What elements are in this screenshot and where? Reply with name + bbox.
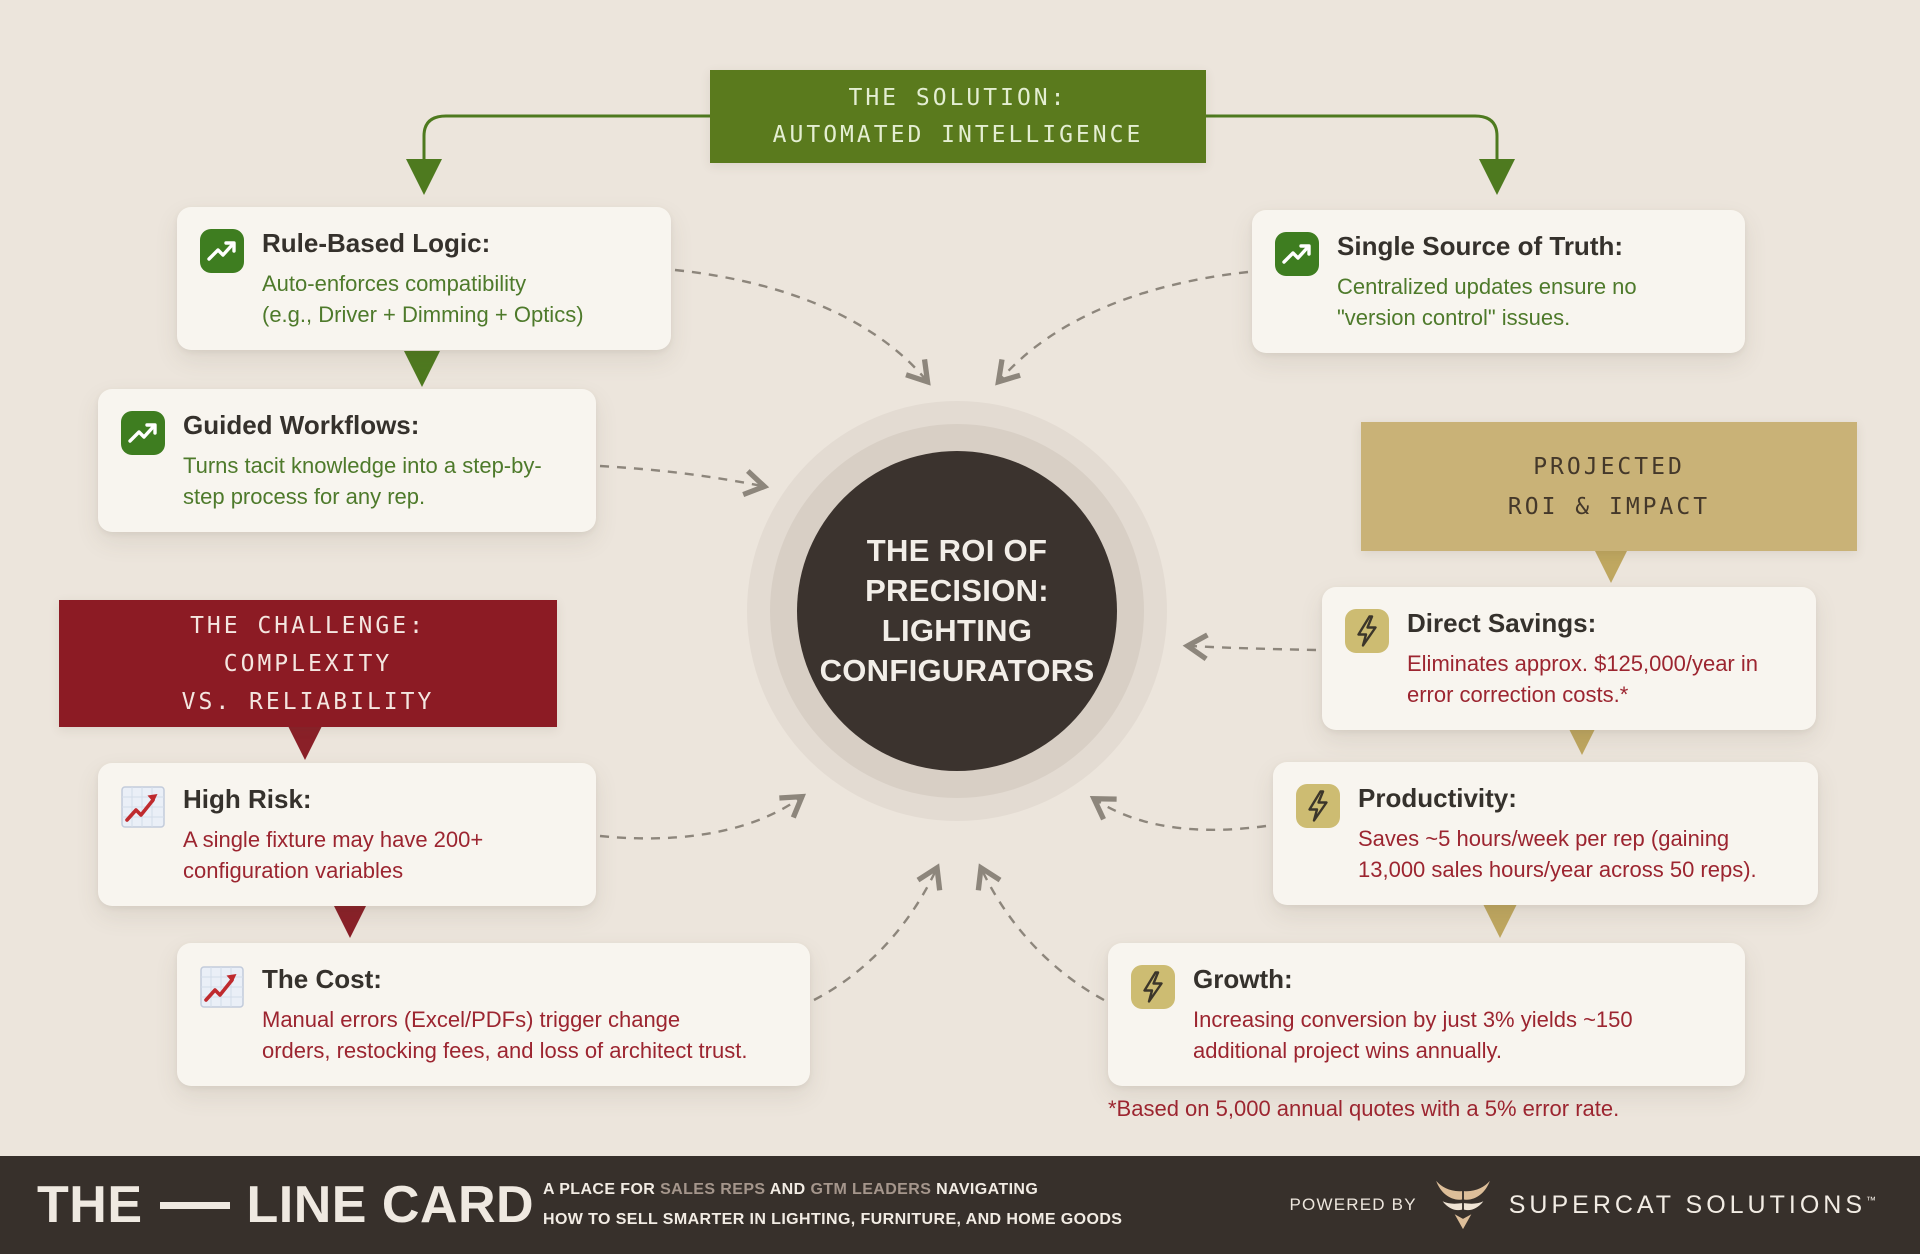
card-title: Rule-Based Logic: (262, 228, 491, 258)
card-body-line: "version control" issues. (1337, 305, 1571, 330)
trend-up-icon (120, 410, 166, 456)
direct-savings-card (1322, 587, 1816, 730)
banner-line: AUTOMATED INTELLIGENCE (772, 121, 1144, 148)
card-body-line: configuration variables (183, 858, 404, 883)
footer-tagline (543, 1175, 1122, 1235)
card-body-line: (e.g., Driver + Dimming + Optics) (262, 302, 584, 327)
tagline-text: NAVIGATING (931, 1181, 1039, 1198)
banner-line: PROJECTED (1533, 453, 1685, 480)
tagline-text: A PLACE FOR (543, 1181, 661, 1198)
card-body-line: orders, restocking fees, and loss of architect trust. (262, 1038, 748, 1063)
brand-line-card: LINE CARD (246, 1176, 535, 1234)
card-body-line: Centralized updates ensure no (1337, 274, 1637, 299)
lightning-icon (1130, 964, 1176, 1010)
rule-based-logic-card (177, 207, 671, 350)
card-body-line: A single fixture may have 200+ (183, 827, 484, 852)
brand-dash (160, 1202, 230, 1209)
productivity-card (1273, 762, 1818, 905)
trend-up-icon (1274, 231, 1320, 277)
banner-line: COMPLEXITY (223, 650, 393, 677)
card-title: Direct Savings: (1407, 608, 1597, 638)
supercat-logo-icon (1433, 1180, 1493, 1230)
powered-by-block (1290, 1180, 1877, 1230)
card-body-line: Auto-enforces compatibility (262, 271, 527, 296)
high-risk-card (98, 763, 596, 906)
tagline-line-2: HOW TO SELL SMARTER IN LIGHTING, FURNITURE, AND HOME GOODS (543, 1211, 1123, 1228)
footer (0, 1156, 1920, 1254)
roi-banner (1361, 422, 1857, 551)
card-title: Guided Workflows: (183, 410, 420, 440)
the-cost-card (177, 943, 810, 1086)
card-title: Growth: (1193, 964, 1293, 994)
supercat-solutions-label (1509, 1191, 1876, 1220)
card-body-line: Saves ~5 hours/week per rep (gaining (1358, 826, 1730, 851)
card-title: Productivity: (1358, 783, 1517, 813)
the-line-card-logo (37, 1175, 534, 1235)
supercat-text: SUPERCAT SOLUTIONS (1508, 1190, 1866, 1219)
banner-line: VS. RELIABILITY (181, 688, 435, 715)
brand-the: THE (37, 1176, 143, 1234)
lightning-icon (1295, 783, 1341, 829)
hub-line: THE ROI OF (866, 533, 1048, 568)
card-title: High Risk: (183, 784, 312, 814)
solution-banner (710, 70, 1206, 163)
growth-card (1108, 943, 1745, 1086)
lightning-icon (1344, 608, 1390, 654)
card-title: Single Source of Truth: (1337, 231, 1624, 261)
card-body-line: Eliminates approx. $125,000/year in (1407, 651, 1758, 676)
hub-line: PRECISION: (865, 573, 1049, 608)
banner-line: THE CHALLENGE: (190, 612, 426, 639)
footnote: *Based on 5,000 annual quotes with a 5% error rate. (1108, 1096, 1620, 1121)
card-body-line: Turns tacit knowledge into a step-by- (183, 453, 542, 478)
single-source-of-truth-card (1252, 210, 1745, 353)
tagline-gtm-leaders: GTM LEADERS (810, 1181, 932, 1198)
guided-workflows-card (98, 389, 596, 532)
card-body-line: error correction costs.* (1407, 682, 1629, 707)
card-body-line: Increasing conversion by just 3% yields ~150 (1193, 1007, 1633, 1032)
hub-line: LIGHTING (881, 613, 1033, 648)
chart-increasing-icon (199, 964, 245, 1010)
card-body-line: step process for any rep. (183, 484, 426, 509)
card-body-line: 13,000 sales hours/year across 50 reps). (1358, 857, 1757, 882)
hub-line: CONFIGURATORS (819, 653, 1095, 688)
tagline-text: AND (765, 1181, 811, 1198)
banner-line: THE SOLUTION: (848, 84, 1068, 111)
card-body-line: additional project wins annually. (1193, 1038, 1502, 1063)
challenge-banner (59, 600, 557, 727)
card-title: The Cost: (262, 964, 382, 994)
powered-by-label: POWERED BY (1289, 1195, 1417, 1214)
trademark-symbol: ™ (1866, 1195, 1876, 1207)
tagline-sales-reps: SALES REPS (660, 1181, 766, 1198)
tagline-line-1 (543, 1175, 1122, 1205)
trend-up-icon (199, 228, 245, 274)
chart-increasing-icon (120, 784, 166, 830)
card-body-line: Manual errors (Excel/PDFs) trigger change (262, 1007, 681, 1032)
hub-circle (797, 451, 1117, 771)
banner-line: ROI & IMPACT (1507, 493, 1711, 520)
